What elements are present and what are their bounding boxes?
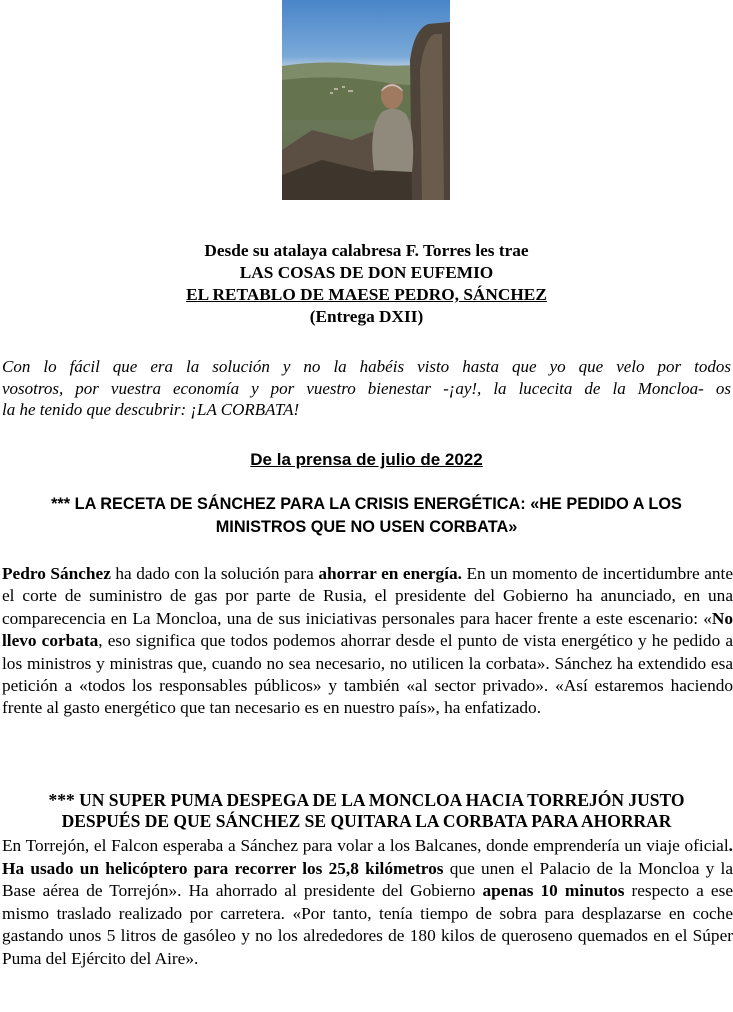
intro-paragraph [2, 356, 731, 421]
article1-text-2: En un momento de incertidumbre ante el corte de suministro de gas por parte de Rusia, el presidente del Gobierno ha anunciado, en una comparecencia en La Moncloa, una de sus iniciativas personales para hacer frente a este escenario: « [2, 564, 733, 628]
column-header [0, 240, 733, 328]
article2-headline-line-2: DESPUÉS DE QUE SÁNCHEZ SE QUITARA LA CORBATA PARA AHORRAR [61, 811, 672, 831]
article2-headline [0, 790, 733, 832]
header-issue-number: (Entrega DXII) [309, 307, 424, 326]
header-byline: Desde su atalaya calabresa F. Torres les trae [204, 241, 529, 260]
article1-text-1: ha dado con la solución para [110, 564, 319, 583]
header-column-title: EL RETABLO DE MAESE PEDRO, SÁNCHEZ [186, 285, 547, 304]
article2-text-2: que unen el Palacio de la Moncloa y la Base aérea de Torrejón». Ha ahorrado al presidente del Gobierno [2, 858, 733, 901]
article1-bold-energy: ahorrar en energía. [318, 564, 462, 583]
header-series-title: LAS COSAS DE DON EUFEMIO [239, 263, 494, 282]
article1-headline-line-2: MINISTROS QUE NO USEN CORBATA» [215, 518, 518, 536]
article2-text-3: respecto a ese mismo traslado realizado por carretera. «Por tanto, tenía tiempo de sobra para desplazarse en coche gastando unos 5 litros de gasóleo y no los alrededores de 180 kilos de queroseno quemados en el Súper Puma del Ejército del Aire». [2, 881, 733, 968]
article2-bold-helicopter: . Ha usado un helicóptero para recorrer los 25,8 kilómetros [2, 836, 733, 878]
article1-body [2, 563, 733, 720]
intro-line-2: vosotros, por vuestra economía y por vuestro bienestar -¡ay!, la lucecita de la Moncloa- os [2, 378, 731, 398]
article1-headline-line-1: *** LA RECETA DE SÁNCHEZ PARA LA CRISIS ENERGÉTICA: «HE PEDIDO A LOS [51, 495, 682, 513]
article1-bold-quote: No llevo corbata [2, 608, 733, 651]
article1-headline [10, 493, 723, 539]
article2-bold-minutes: apenas 10 minutos [482, 881, 625, 901]
intro-line-3: la he tenido que descubrir: ¡LA CORBATA! [2, 400, 300, 419]
article2-headline-line-1: *** UN SUPER PUMA DESPEGA DE LA MONCLOA HACIA TORREJÓN JUSTO [48, 790, 685, 810]
article1-text-3: , eso significa que todos podemos ahorrar desde el punto de vista energético y he pedido a los ministros y ministras que, cuando no sea necesario, no utilicen la corbata». Sánchez ha extendido esa petición a «todos los responsables públicos» y también «al sector privado». «Así estaremos haciendo frente al gasto energético que tan necesario es en nuestro país», ha enfatizado. [2, 631, 733, 718]
section-date-heading: De la prensa de julio de 2022 [250, 450, 483, 469]
article2-text-1: En Torrejón, el Falcon esperaba a Sánchez para volar a los Balcanes, donde emprendería un viaje oficial [2, 836, 729, 855]
article1-bold-name: Pedro Sánchez [2, 564, 111, 583]
man-on-cliff-photo [282, 0, 450, 200]
photo-illustration [282, 0, 450, 200]
article2-body [2, 835, 733, 971]
intro-line-1: Con lo fácil que era la solución y no la habéis visto hasta que yo que velo por todos [2, 357, 731, 376]
